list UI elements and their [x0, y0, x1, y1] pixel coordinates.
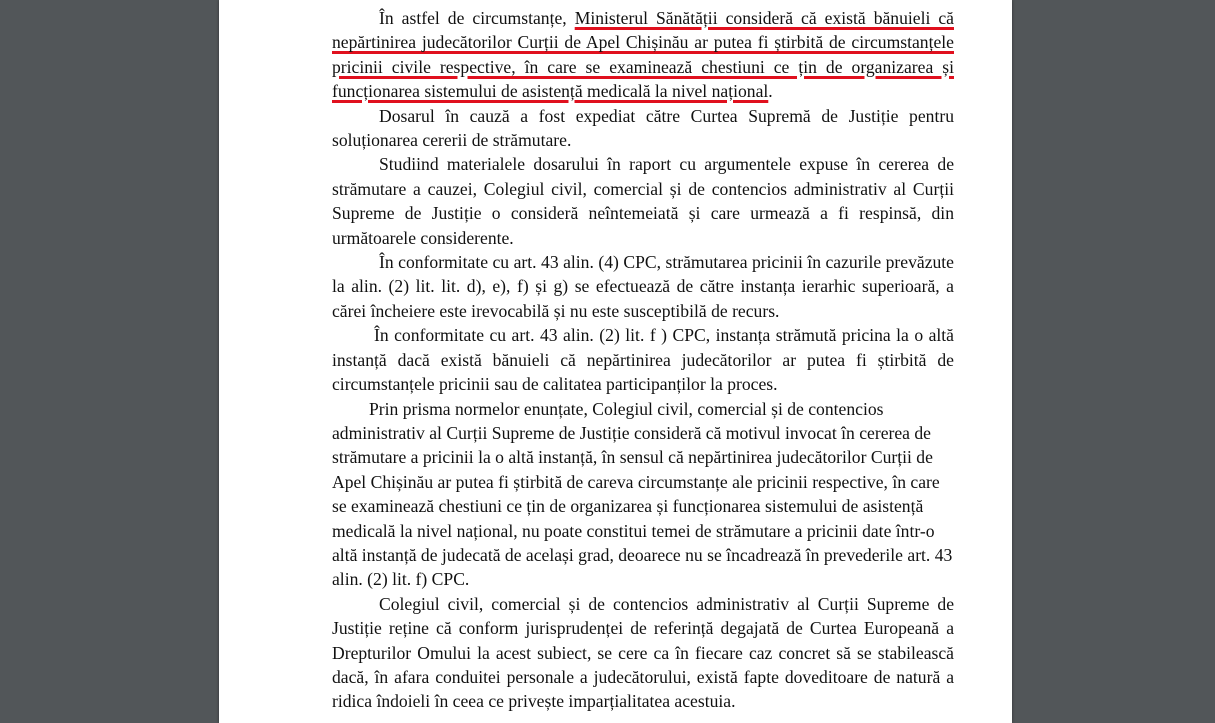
- paragraph-intro: În astfel de circumstanțe,: [379, 8, 575, 28]
- paragraph-echr-jurisprudence: Colegiul civil, comercial și de contencios administrativ al Curții Supreme de Justiție reține că conform jurisprudenței de referință degajată de Curtea Europeană a Drepturilor Omului la acest subiect, se cere ca în fiecare caz concret să se stabilească dacă, în afara conduitei personale a judecătorului, există fapte doveditoare de natură a ridica îndoieli în ceea ce privește imparțialitatea acestuia.: [332, 593, 954, 712]
- highlighted-passage: Ministerul Sănătății consideră că există bănuieli că nepărtinirea judecătorilor Curții de Apel Chișinău ar putea fi știrbită de circumstanțele pricinii civile respective, în care se examinează chestiuni ce țin de organizarea și funcționarea sistemului de asistență medicală la nivel național: [332, 8, 954, 102]
- paragraph-studying-materials: Studiind materialele dosarului în raport cu argumentele expuse în cererea de strămutare a cauzei, Colegiul civil, comercial și de contencios administrativ al Curții Supreme de Justiție o consideră neîntemeiată și care urmează a fi respinsă, din următoarele considerente.: [332, 154, 954, 248]
- paragraph-norms-reasoning: Prin prisma normelor enunțate, Colegiul civil, comercial și de contencios administrativ al Curții Supreme de Justiție consideră că motivul invocat în cererea de strămutare a pricinii la o altă instanță, în sensul că nepărtinirea judecătorilor Curții de Apel Chișinău ar putea fi știrbită de careva circumstanțe ale pricinii respective, în care se examinează chestiuni ce țin de organizarea și funcționarea sistemului de asistență medicală la nivel național, nu poate constitui temei de strămutare a pricinii date într-o altă instanță de judecată de același grad, deoarece nu se încadrează în prevederile art. 43 alin. (2) lit. f) CPC.: [332, 398, 953, 590]
- paragraph-tail: .: [768, 81, 773, 102]
- paragraph-ministry-opinion: [332, 6, 954, 104]
- paragraph-case-sent: Dosarul în cauză a fost expediat către Curtea Supremă de Justiție pentru soluționarea cererii de strămutare.: [332, 105, 954, 151]
- paragraph-art43-alin4: În conformitate cu art. 43 alin. (4) CPC, strămutarea pricinii în cazurile prevăzute la alin. (2) lit. lit. d), e), f) și g) se efectuează de către instanța ierarhic superioară, a cărei încheiere este irevocabilă și nu este susceptibilă de recurs.: [332, 252, 954, 321]
- paragraph-art43-alin2: În conformitate cu art. 43 alin. (2) lit. f ) CPC, instanța strămută pricina la o altă instanță dacă există bănuieli că nepărtinirea judecătorilor ar putea fi știrbită de circumstanțele pricinii sau de calitatea participanților la proces.: [332, 325, 954, 395]
- document-page: [219, 0, 1012, 723]
- document-text: [332, 6, 954, 714]
